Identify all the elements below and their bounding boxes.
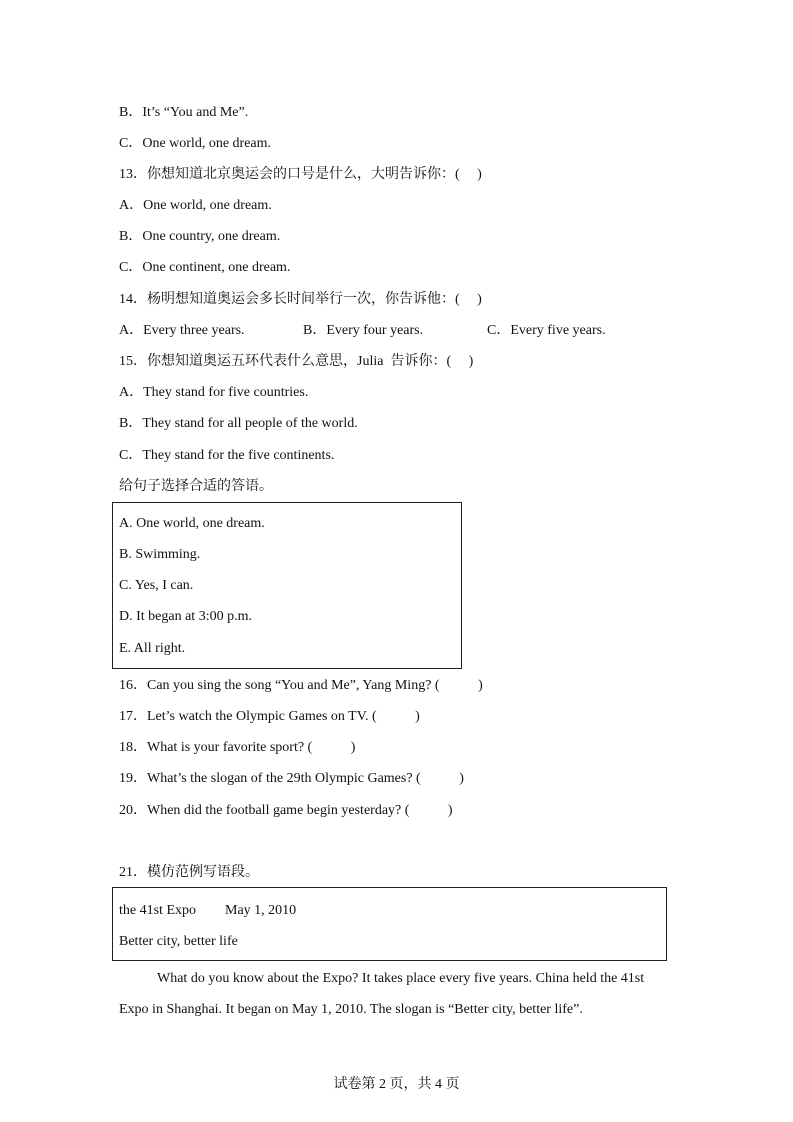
question-17: 17．Let’s watch the Olympic Games on TV. ( ) [119,709,420,724]
question-19: 19．What’s the slogan of the 29th Olympic Games? ( ) [119,771,464,786]
question-20: 20．When did the football game begin yesterday? ( ) [119,803,453,818]
q13-option-c: C．One continent, one dream. [119,260,291,275]
answer-choice-e: E. All right. [119,641,186,656]
q15-option-c: C．They stand for the five continents. [119,448,335,463]
option-b-line: B．It’s “You and Me”. [119,105,249,120]
answer-choice-d: D. It began at 3:00 p.m. [119,609,252,624]
option-c-line: C．One world, one dream. [119,136,272,151]
question-13: 13．你想知道北京奥运会的口号是什么，大明告诉你：( ) [119,167,482,182]
answer-choice-a: A. One world, one dream. [119,516,265,531]
question-14: 14．杨明想知道奥运会多长时间举行一次，你告诉他：( ) [119,292,482,307]
q15-option-b: B．They stand for all people of the world. [119,416,358,431]
question-21-title: 21．模仿范例写语段。 [119,865,259,880]
example-date: May 1, 2010 [225,903,297,918]
q13-option-a: A．One world, one dream. [119,198,272,213]
question-18: 18．What is your favorite sport? ( ) [119,740,356,755]
example-event: the 41st Expo [119,903,196,918]
q14-option-a: A．Every three years. [119,323,245,338]
example-box [112,887,667,961]
answer-choice-b: B. Swimming. [119,547,201,562]
example-paragraph-line-1: What do you know about the Expo? It takes place every five years. China held the 41st [157,971,645,986]
q14-option-b: B．Every four years. [303,323,424,338]
example-paragraph-line-2: Expo in Shanghai. It began on May 1, 2010. The slogan is “Better city, better life”. [119,1002,583,1017]
answer-choices-box [112,502,462,669]
q15-option-a: A．They stand for five countries. [119,385,309,400]
question-15: 15．你想知道奥运五环代表什么意思，Julia 告诉你：( ) [119,354,474,369]
answer-choice-c: C. Yes, I can. [119,578,194,593]
example-slogan: Better city, better life [119,934,238,949]
q14-option-c: C．Every five years. [487,323,606,338]
question-16: 16．Can you sing the song “You and Me”, Yang Ming? ( ) [119,678,483,693]
q13-option-b: B．One country, one dream. [119,229,281,244]
page-footer: 试卷第 2 页，共 4 页 [333,1077,460,1092]
section-instruction: 给句子选择合适的答语。 [119,479,273,494]
